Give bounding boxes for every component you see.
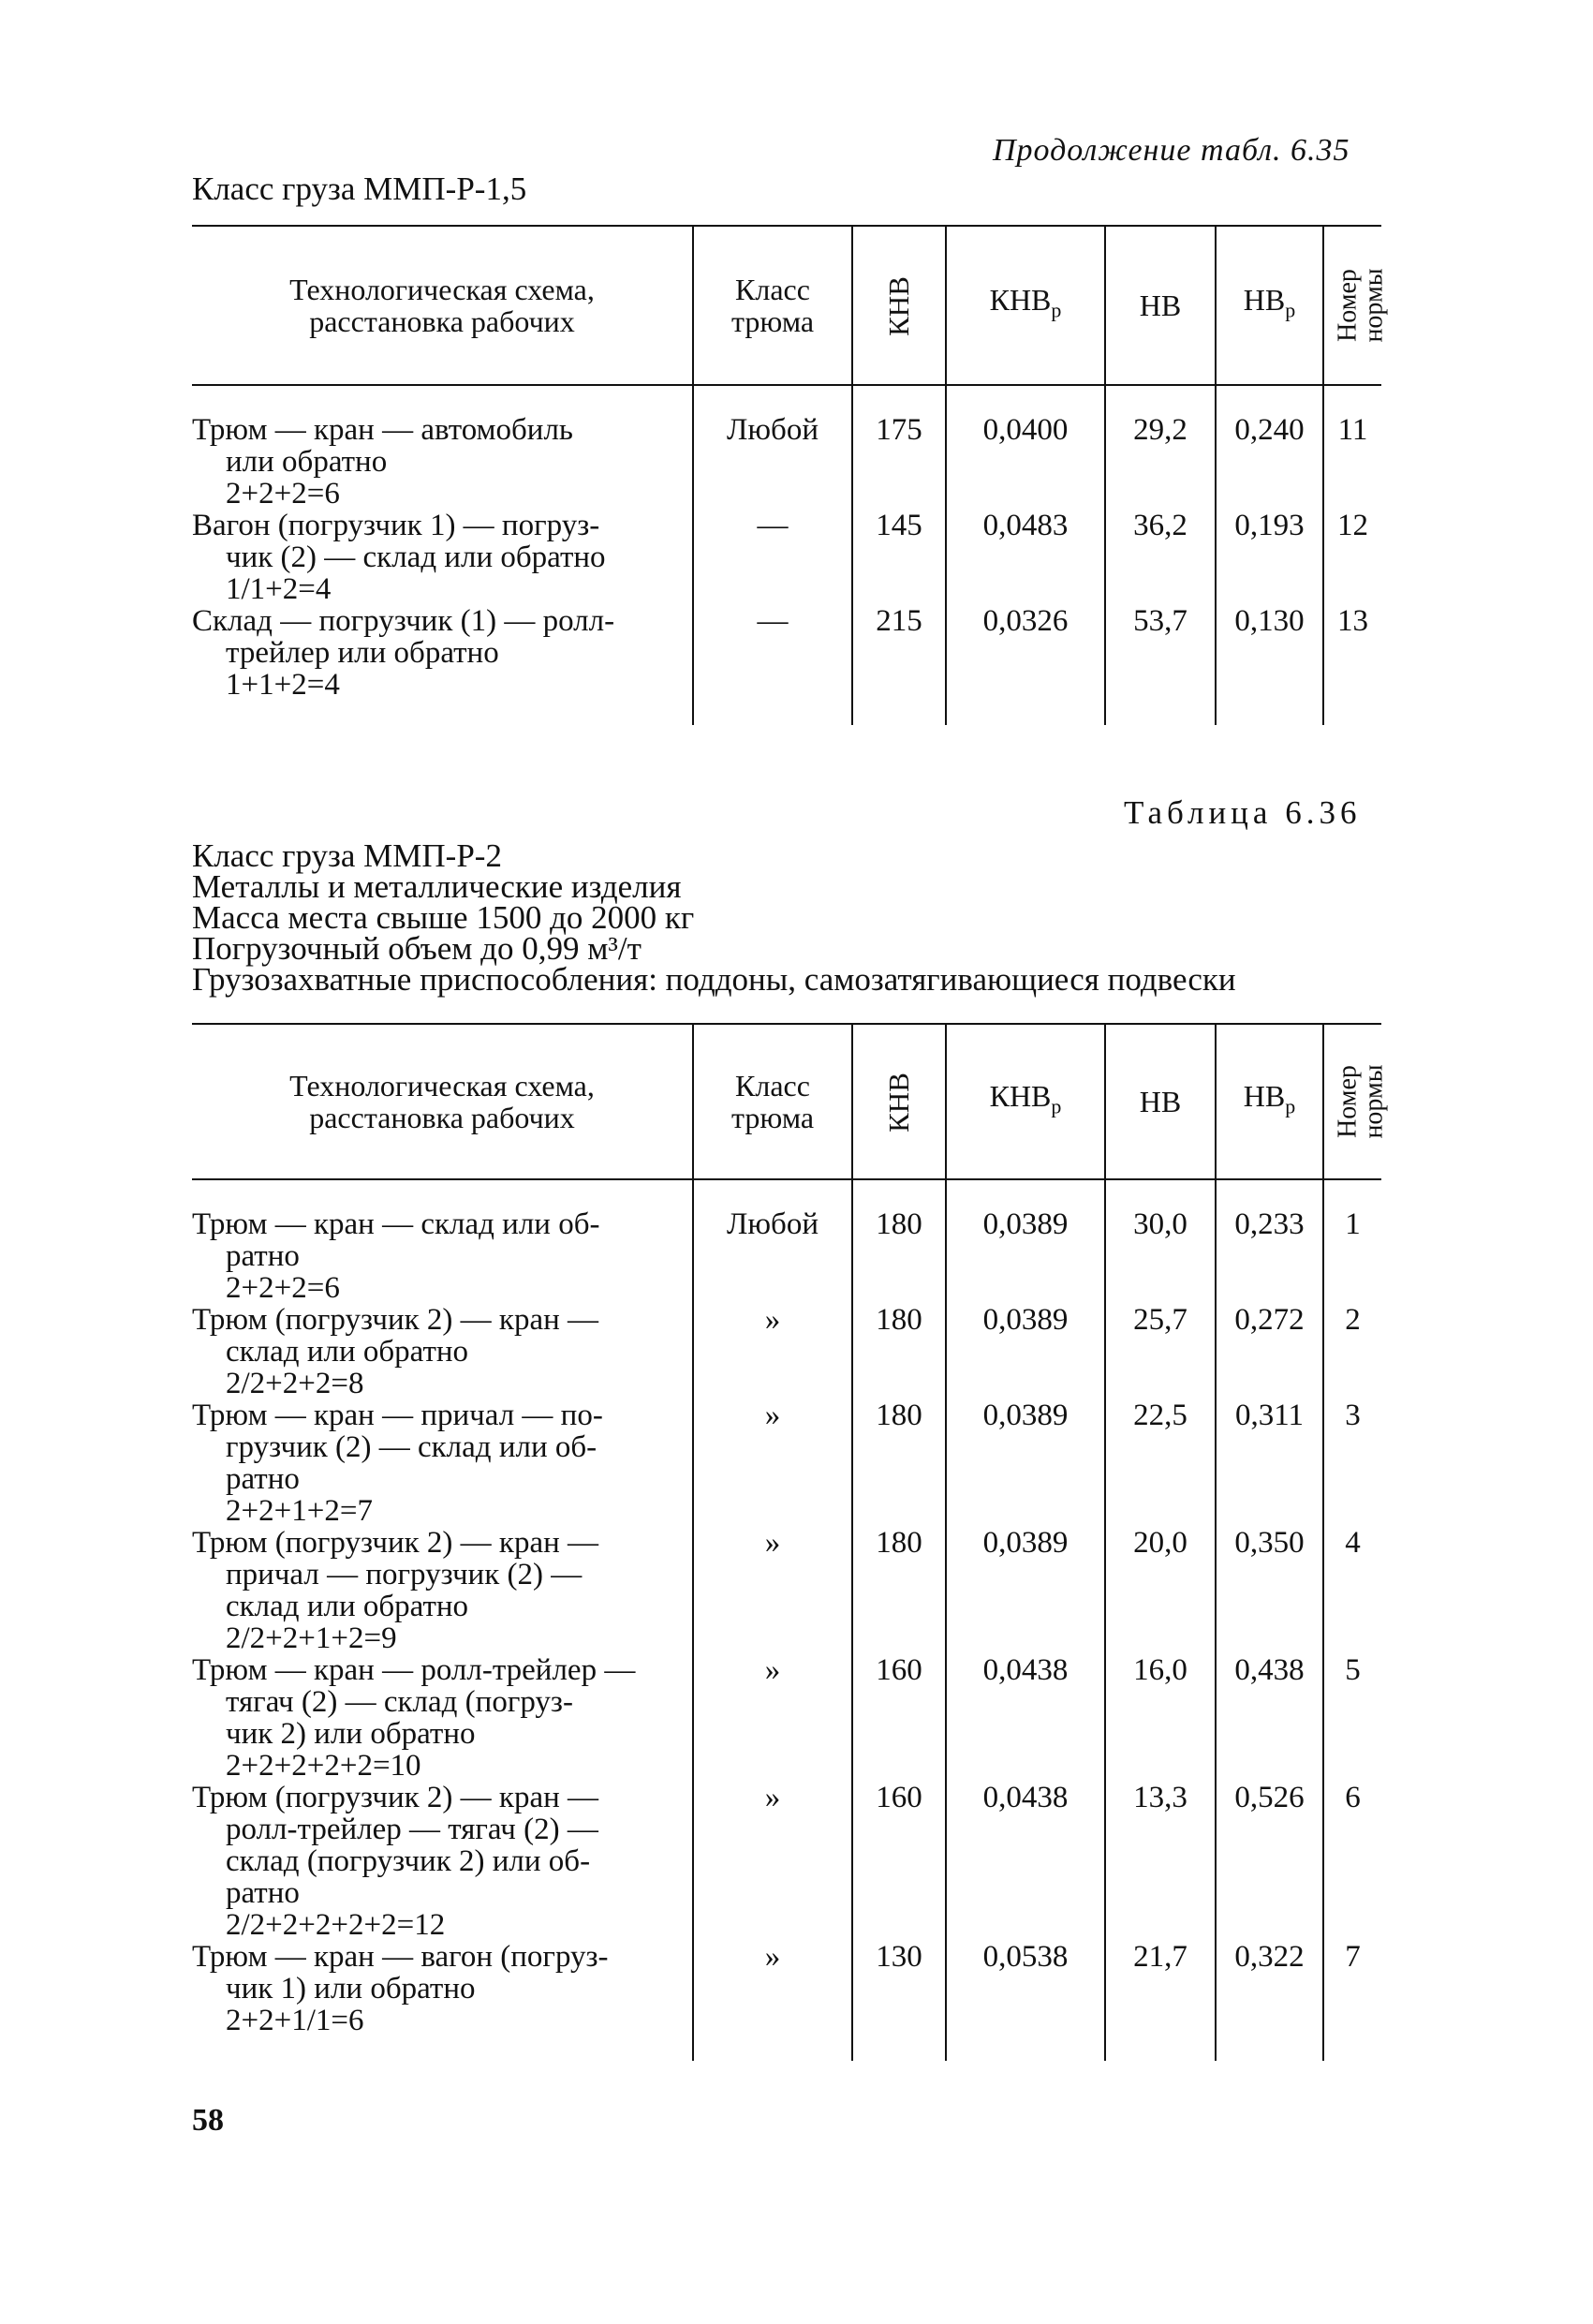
scheme-line: или обратно <box>226 445 388 479</box>
cell-norm: 4 <box>1323 1527 1381 1654</box>
scheme-line: Трюм — кран — причал — по- <box>192 1399 603 1432</box>
scheme-line: Трюм (погрузчик 2) — кран — <box>192 1526 598 1560</box>
cell-knv: 160 <box>852 1654 946 1782</box>
table-row <box>192 385 1381 510</box>
cell-hold: » <box>693 1654 852 1782</box>
cell-nv: 25,7 <box>1105 1304 1216 1399</box>
scheme-line: склад (погрузчик 2) или об- <box>226 1844 591 1878</box>
scheme-line: Трюм (погрузчик 2) — кран — <box>192 1781 598 1814</box>
cargo-class-label-635: Класс груза ММП-Р-1,5 <box>192 170 527 207</box>
header-hold-class: Класс трюма <box>693 226 852 385</box>
cell-knv: 180 <box>852 1179 946 1304</box>
cell-scheme <box>192 1179 693 1304</box>
scheme-line: 1/1+2=4 <box>226 572 332 606</box>
description-line: Класс груза ММП-Р-2 <box>192 837 502 874</box>
table-636-description <box>192 837 1236 998</box>
cell-knv: 130 <box>852 1941 946 2061</box>
cell-knvp: 0,0438 <box>946 1782 1105 1941</box>
scheme-line: Склад — погрузчик (1) — ролл- <box>192 604 615 638</box>
table-row <box>192 510 1381 605</box>
scheme-line: причал — погрузчик (2) — <box>226 1558 583 1591</box>
cell-knv: 180 <box>852 1527 946 1654</box>
cell-knv: 175 <box>852 385 946 510</box>
cell-nvp: 0,272 <box>1216 1304 1323 1399</box>
scheme-line: 2/2+2+2+2+2=12 <box>226 1908 446 1942</box>
cell-scheme <box>192 1304 693 1399</box>
scheme-line: чик 1) или обратно <box>226 1972 476 2006</box>
header-scheme: Технологическая схема, расстановка рабочих <box>192 226 693 385</box>
cell-knv: 215 <box>852 605 946 725</box>
scheme-line: Трюм — кран — автомобиль <box>192 413 573 447</box>
cell-nv: 22,5 <box>1105 1399 1216 1527</box>
scheme-line: тягач (2) — склад (погруз- <box>226 1685 573 1719</box>
header-nv: НВ <box>1105 226 1216 385</box>
header-norm-number: Номер нормы <box>1323 226 1381 385</box>
cell-nv: 36,2 <box>1105 510 1216 605</box>
cell-scheme <box>192 510 693 605</box>
cell-knvp: 0,0389 <box>946 1304 1105 1399</box>
cell-scheme <box>192 1782 693 1941</box>
cell-nvp: 0,311 <box>1216 1399 1323 1527</box>
cell-nv: 16,0 <box>1105 1654 1216 1782</box>
header-knvp: $КНВ_р$ <box>946 226 1105 385</box>
cell-knv: 180 <box>852 1304 946 1399</box>
table-row <box>192 1527 1381 1654</box>
cell-hold: » <box>693 1782 852 1941</box>
scheme-line: 2+2+2=6 <box>226 477 340 511</box>
table-row <box>192 605 1381 725</box>
header-scheme: Технологическая схема, расстановка рабочих <box>192 1024 693 1179</box>
cell-knv: 145 <box>852 510 946 605</box>
header-knv: КНВ <box>852 1024 946 1179</box>
scheme-line: 2+2+2+2+2=10 <box>226 1749 421 1783</box>
scheme-line: ратно <box>226 1239 300 1273</box>
cell-hold: » <box>693 1527 852 1654</box>
cell-knv: 180 <box>852 1399 946 1527</box>
cell-scheme <box>192 1527 693 1654</box>
cell-norm: 3 <box>1323 1399 1381 1527</box>
scheme-line: Вагон (погрузчик 1) — погруз- <box>192 509 600 542</box>
table-title-636: Таблица 6.36 <box>1124 794 1362 831</box>
scheme-line: склад или обратно <box>226 1590 469 1623</box>
cell-knvp: 0,0326 <box>946 605 1105 725</box>
scheme-line: 2/2+2+2=8 <box>226 1367 364 1400</box>
scheme-line: склад или обратно <box>226 1335 469 1369</box>
norms-table-635 <box>192 225 1389 725</box>
cell-nvp: 0,526 <box>1216 1782 1323 1941</box>
scheme-line: трейлер или обратно <box>226 636 499 670</box>
description-line: Масса места свыше 1500 до 2000 кг <box>192 899 695 936</box>
table-row <box>192 1782 1381 1941</box>
table-row <box>192 1179 1381 1304</box>
scheme-line: ратно <box>226 1876 300 1910</box>
description-line: Металлы и металлические изделия <box>192 868 682 905</box>
cell-hold: — <box>693 510 852 605</box>
cell-nv: 53,7 <box>1105 605 1216 725</box>
scheme-line: ролл-трейлер — тягач (2) — <box>226 1813 598 1846</box>
cell-knvp: 0,0538 <box>946 1941 1105 2061</box>
cell-hold: Любой <box>693 385 852 510</box>
cell-hold: » <box>693 1941 852 2061</box>
header-norm-number: Номер нормы <box>1323 1024 1381 1179</box>
scheme-line: чик 2) или обратно <box>226 1717 476 1751</box>
cell-nvp: 0,193 <box>1216 510 1323 605</box>
cell-nvp: 0,350 <box>1216 1527 1323 1654</box>
description-line: Погрузочный объем до 0,99 м³/т <box>192 930 642 967</box>
table-row <box>192 1304 1381 1399</box>
cell-norm: 5 <box>1323 1654 1381 1782</box>
cell-scheme <box>192 1399 693 1527</box>
cell-norm: 1 <box>1323 1179 1381 1304</box>
table-row <box>192 1654 1381 1782</box>
cell-nv: 30,0 <box>1105 1179 1216 1304</box>
description-line: Грузозахватные приспособления: поддоны, самозатягивающиеся подвески <box>192 961 1236 998</box>
scheme-line: 2/2+2+1+2=9 <box>226 1621 397 1655</box>
cell-nvp: 0,438 <box>1216 1654 1323 1782</box>
cell-norm: 6 <box>1323 1782 1381 1941</box>
scheme-line: 2+2+1+2=7 <box>226 1494 373 1528</box>
cell-nvp: 0,233 <box>1216 1179 1323 1304</box>
cell-knvp: 0,0389 <box>946 1527 1105 1654</box>
continuation-note: Продолжение табл. 6.35 <box>993 133 1350 168</box>
scheme-line: грузчик (2) — склад или об- <box>226 1430 597 1464</box>
cell-hold: » <box>693 1399 852 1527</box>
header-nv: НВ <box>1105 1024 1216 1179</box>
header-nvp: $НВ_р$ <box>1216 226 1323 385</box>
scheme-line: Трюм — кран — ролл-трейлер — <box>192 1653 636 1687</box>
header-knvp: $КНВ_р$ <box>946 1024 1105 1179</box>
table-row <box>192 1941 1381 2061</box>
cell-nv: 21,7 <box>1105 1941 1216 2061</box>
cell-knvp: 0,0389 <box>946 1179 1105 1304</box>
cell-scheme <box>192 1654 693 1782</box>
scheme-line: чик (2) — склад или обратно <box>226 540 606 574</box>
cell-knvp: 0,0438 <box>946 1654 1105 1782</box>
cell-scheme <box>192 1941 693 2061</box>
scheme-line: Трюм — кран — вагон (погруз- <box>192 1940 609 1974</box>
cell-norm: 7 <box>1323 1941 1381 2061</box>
scheme-line: 1+1+2=4 <box>226 668 340 702</box>
header-hold-class: Класс трюма <box>693 1024 852 1179</box>
scheme-line: Трюм (погрузчик 2) — кран — <box>192 1303 598 1337</box>
cell-norm: 2 <box>1323 1304 1381 1399</box>
cell-norm: 12 <box>1323 510 1381 605</box>
scheme-line: ратно <box>226 1462 300 1496</box>
cell-hold: Любой <box>693 1179 852 1304</box>
cell-hold: — <box>693 605 852 725</box>
cell-nv: 29,2 <box>1105 385 1216 510</box>
cell-nvp: 0,130 <box>1216 605 1323 725</box>
scheme-line: 2+2+1/1=6 <box>226 2004 364 2037</box>
cell-knvp: 0,0483 <box>946 510 1105 605</box>
cell-nvp: 0,322 <box>1216 1941 1323 2061</box>
cell-knv: 160 <box>852 1782 946 1941</box>
header-nvp: $НВ_р$ <box>1216 1024 1323 1179</box>
cell-norm: 11 <box>1323 385 1381 510</box>
scheme-line: Трюм — кран — склад или об- <box>192 1207 600 1241</box>
cell-nv: 20,0 <box>1105 1527 1216 1654</box>
table-row <box>192 1399 1381 1527</box>
header-knv: КНВ <box>852 226 946 385</box>
cell-knvp: 0,0389 <box>946 1399 1105 1527</box>
cell-nv: 13,3 <box>1105 1782 1216 1941</box>
cell-scheme <box>192 605 693 725</box>
cell-knvp: 0,0400 <box>946 385 1105 510</box>
cell-norm: 13 <box>1323 605 1381 725</box>
cell-nvp: 0,240 <box>1216 385 1323 510</box>
page-number: 58 <box>192 2103 224 2138</box>
norms-table-636 <box>192 1023 1389 2061</box>
scheme-line: 2+2+2=6 <box>226 1271 340 1305</box>
cell-hold: » <box>693 1304 852 1399</box>
cell-scheme <box>192 385 693 510</box>
